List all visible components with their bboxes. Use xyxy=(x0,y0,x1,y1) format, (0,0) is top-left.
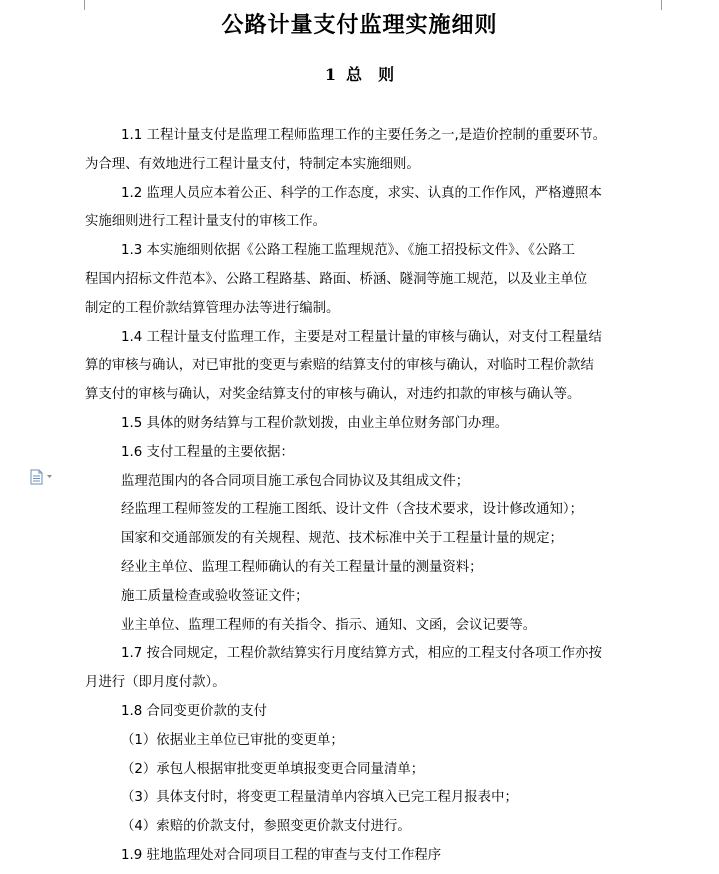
paragraph-line: 1.7 按合同规定，工程价款结算实行月度结算方式，相应的工程支付各项工作亦按 xyxy=(121,646,602,662)
list-item: （2）承包人根据审批变更单填报变更合同量清单； xyxy=(121,761,425,777)
paragraph-line: 1.5 具体的财务结算与工程价款划拨，由业主单位财务部门办理。 xyxy=(121,415,509,431)
section-heading xyxy=(0,63,719,87)
paragraph-line: 1.8 合同变更价款的支付 xyxy=(121,703,268,719)
list-item: （4）索赔的价款支付，参照变更价款支付进行。 xyxy=(121,819,411,835)
list-item: 监理范围内的各合同项目施工承包合同协议及其组成文件； xyxy=(121,473,470,489)
document-body xyxy=(85,122,661,871)
paragraph-line: 1.9 驻地监理处对合同项目工程的审查与支付工作程序 xyxy=(121,847,442,863)
section-title-part2: 则 xyxy=(378,65,395,84)
paragraph-line: 算的审核与确认，对已审批的变更与索赔的结算支付的审核与确认，对临时工程价款结 xyxy=(85,358,594,374)
list-item: （3）具体支付时，将变更工程量清单内容填入已完工程月报表中； xyxy=(121,790,518,806)
paragraph-line: 1.4 工程计量支付监理工作，主要是对工程量计量的审核与确认，对支付工程量结 xyxy=(121,329,602,345)
paragraph-line: 为合理、有效地进行工程计量支付，特制定本实施细则。 xyxy=(85,156,420,172)
crop-mark-right xyxy=(661,0,662,10)
crop-mark-left xyxy=(84,0,85,10)
list-item: 经业主单位、监理工程师确认的有关工程量计量的测量资料； xyxy=(121,559,483,575)
paragraph-line: 制定的工程价款结算管理办法等进行编制。 xyxy=(85,300,340,316)
list-item: 施工质量检查或验收签证文件； xyxy=(121,588,309,604)
paragraph-line: 1.3 本实施细则依据《公路工程施工监理规范》、《施工招投标文件》、《公路工 xyxy=(121,243,576,259)
list-item: 业主单位、监理工程师的有关指令、指示、通知、文函，会议记要等。 xyxy=(121,617,537,633)
section-number: 1 xyxy=(324,65,337,84)
paragraph-line: 1.6 支付工程量的主要依据： xyxy=(121,444,294,460)
paragraph-line: 月进行（即月度付款）。 xyxy=(85,675,226,691)
paragraph-line: 1.1 工程计量支付是监理工程师监理工作的主要任务之一,是造价控制的重要环节。 xyxy=(121,128,607,143)
paragraph-line: 程国内招标文件范本》、公路工程路基、路面、桥涵、隧洞等施工规范，以及业主单位 xyxy=(85,271,588,287)
document-title: 公路计量支付监理实施细则 xyxy=(221,12,498,38)
list-item: （1）依据业主单位已审批的变更单； xyxy=(121,732,344,748)
paragraph-line: 算支付的审核与确认，对奖金结算支付的审核与确认，对违约扣款的审核与确认等。 xyxy=(85,387,581,403)
list-item: 国家和交通部颁发的有关规程、规范、技术标准中关于工程量计量的规定； xyxy=(121,531,563,547)
list-item: 经监理工程师签发的工程施工图纸、设计文件（含技术要求，设计修改通知）； xyxy=(121,502,583,518)
section-title-part1: 总 xyxy=(346,65,363,84)
paragraph-line: 1.2 监理人员应本着公正、科学的工作态度，求实、认真的工作作风，严格遵照本 xyxy=(121,185,602,201)
document-comment-icon[interactable] xyxy=(30,469,56,485)
paragraph-line: 实施细则进行工程计量支付的审核工作。 xyxy=(85,214,327,230)
